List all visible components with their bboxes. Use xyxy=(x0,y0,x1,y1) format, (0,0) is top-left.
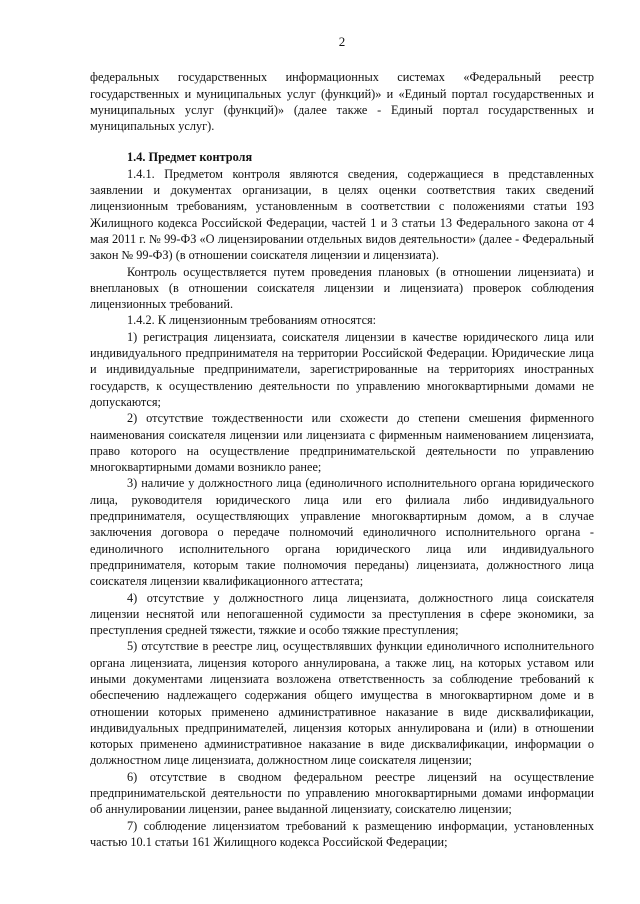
requirement-item-4: 4) отсутствие у должностного лица лицензиата, должностного лица соискателя лицензии неснятой или непогашенной судимости за преступления в сфере экономики, за преступления средней тяжести, тяжкие и особо тяжкие преступления; xyxy=(90,590,594,638)
paragraph-control-methods: Контроль осуществляется путем проведения плановых (в отношении лицензиата) и внеплановых (в отношении соискателя лицензии и лицензиата) проверок соблюдения лицензионных требований. xyxy=(90,264,594,312)
page-number: 2 xyxy=(338,34,346,49)
paragraph-gap xyxy=(90,134,594,149)
intro-paragraph: федеральных государственных информационных системах «Федеральный реестр государственных и муниципальных услуг (функций)» и «Единый портал государственных и муниципальных услуг (функций)» (далее также - Единый портал государственных и муниципальных услуг). xyxy=(90,70,594,134)
requirement-item-7: 7) соблюдение лицензиатом требований к размещению информации, установленных частью 10.1 статьи 161 Жилищного кодекса Российской Федерации; xyxy=(90,818,594,849)
document-page xyxy=(90,34,594,850)
requirement-item-6: 6) отсутствие в сводном федеральном реестре лицензий на осуществление предпринимательской деятельности по управлению многоквартирными домами информации об аннулировании лицензии, ранее выданной лицензиату, соискателю лицензии; xyxy=(90,769,594,817)
requirement-item-2: 2) отсутствие тождественности или схожести до степени смешения фирменного наименования соискателя лицензии или лицензиата с фирменным наименованием лицензиата, право которого на осуществление предпринимательской деятельности по управлению многоквартирными домами возникло ранее; xyxy=(90,411,594,475)
paragraph-1-4-2: 1.4.2. К лицензионным требованиям относятся: xyxy=(127,313,377,328)
requirement-item-3: 3) наличие у должностного лица (единоличного исполнительного органа юридического лица, руководителя юридического лица или его филиала либо индивидуального предпринимателя, осуществляющих управление многоквартирным домом, а в случае заключения договора о передаче полномочий единоличного исполнительного органа - единоличного исполнительного органа юридического лица или индивидуального предпринимателя, которым такие полномочия переданы) лицензиата, должностного лица соискателя лицензии квалификационного аттестата; xyxy=(90,476,594,589)
requirement-item-5: 5) отсутствие в реестре лиц, осуществлявших функции единоличного исполнительного органа лицензиата, лицензия которого аннулирована, а также лиц, на которых уставом или иными документами лицензиата возложена ответственность за соблюдение требований к обеспечению надлежащего содержания общего имущества в многоквартирном доме и в отношении которых применено административное наказание в виде дисквалификации, индивидуальных предпринимателей, лицензия которых аннулирована и (или) в отношении которых применено административное наказание в виде дисквалификации, информации о должностном лице лицензиата, должностном лице соискателя лицензии; xyxy=(90,639,594,768)
requirement-item-1: 1) регистрация лицензиата, соискателя лицензии в качестве юридического лица или индивидуального предпринимателя на территории Российской Федерации. Юридические лица и индивидуальные предприниматели, зарегистрированные на территориях иностранных государств, к осуществлению деятельности по управлению многоквартирными домами не допускаются; xyxy=(90,329,594,409)
paragraph-1-4-1: 1.4.1. Предметом контроля являются сведения, содержащиеся в представленных заявлении и документах организации, в целях оценки соответствия таких сведений лицензионным требованиям, установленным в соответствии с положениями статьи 193 Жилищного кодекса Российской Федерации, частей 1 и 3 статьи 13 Федерального закона от 4 мая 2011 г. № 99-ФЗ «О лицензировании отдельных видов деятельности» (далее - Федеральный закон № 99-ФЗ) (в отношении соискателя лицензии и лицензиата). xyxy=(90,166,594,263)
section-heading: 1.4. Предмет контроля xyxy=(127,150,253,165)
